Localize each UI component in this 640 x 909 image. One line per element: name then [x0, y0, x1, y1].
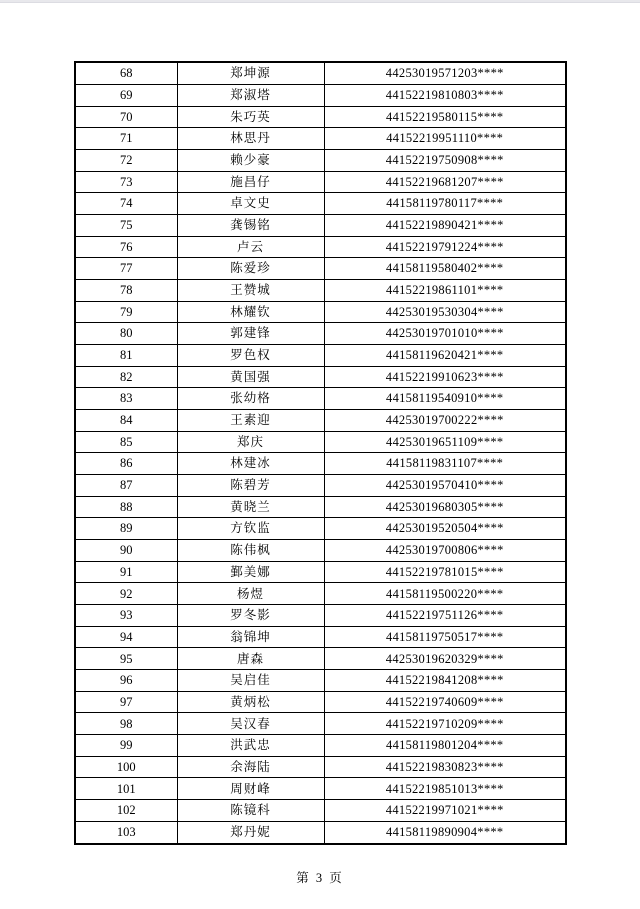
- id-number-cell: 44253019680305****: [324, 496, 566, 518]
- table-row: [75, 323, 566, 345]
- id-number-cell: 44158119890904****: [324, 821, 566, 844]
- table-row: [75, 410, 566, 432]
- id-number-cell: 44158119540910****: [324, 388, 566, 410]
- row-number-cell: 100: [75, 756, 177, 778]
- row-number-cell: 103: [75, 821, 177, 844]
- name-cell: 黄炳松: [177, 691, 324, 713]
- id-number-cell: 44253019571203****: [324, 62, 566, 84]
- table-row: [75, 821, 566, 844]
- name-cell: 陈爱珍: [177, 258, 324, 280]
- name-cell: 龚锡铭: [177, 215, 324, 237]
- row-number-cell: 78: [75, 280, 177, 302]
- id-number-cell: 44152219781015****: [324, 561, 566, 583]
- row-number-cell: 95: [75, 648, 177, 670]
- name-cell: 杨煜: [177, 583, 324, 605]
- table-row: [75, 756, 566, 778]
- table-row: [75, 518, 566, 540]
- name-cell: 翁锦坤: [177, 626, 324, 648]
- row-number-cell: 101: [75, 778, 177, 800]
- table-row: [75, 431, 566, 453]
- name-cell: 朱巧英: [177, 106, 324, 128]
- table-row: [75, 62, 566, 84]
- name-cell: 郑庆: [177, 431, 324, 453]
- table-row: [75, 149, 566, 171]
- name-cell: 卢云: [177, 236, 324, 258]
- id-number-cell: 44152219890421****: [324, 215, 566, 237]
- id-number-cell: 44152219830823****: [324, 756, 566, 778]
- row-number-cell: 79: [75, 301, 177, 323]
- table-row: [75, 691, 566, 713]
- name-cell: 吴启佳: [177, 670, 324, 692]
- name-cell: 余海陆: [177, 756, 324, 778]
- id-number-cell: 44152219681207****: [324, 171, 566, 193]
- id-number-cell: 44152219841208****: [324, 670, 566, 692]
- id-number-cell: 44152219861101****: [324, 280, 566, 302]
- row-number-cell: 85: [75, 431, 177, 453]
- name-cell: 陈镜科: [177, 800, 324, 822]
- row-number-cell: 81: [75, 345, 177, 367]
- table-row: [75, 280, 566, 302]
- row-number-cell: 75: [75, 215, 177, 237]
- table-row: [75, 605, 566, 627]
- name-cell: 郑淑塔: [177, 84, 324, 106]
- row-number-cell: 72: [75, 149, 177, 171]
- row-number-cell: 93: [75, 605, 177, 627]
- row-number-cell: 87: [75, 475, 177, 497]
- name-cell: 陈伟枫: [177, 540, 324, 562]
- row-number-cell: 83: [75, 388, 177, 410]
- row-number-cell: 88: [75, 496, 177, 518]
- table-row: [75, 345, 566, 367]
- page-number-footer: 第 3 页: [296, 871, 344, 885]
- table-row: [75, 128, 566, 150]
- row-number-cell: 82: [75, 366, 177, 388]
- id-number-cell: 44152219750908****: [324, 149, 566, 171]
- table-row: [75, 106, 566, 128]
- id-number-cell: 44158119780117****: [324, 193, 566, 215]
- id-number-cell: 44152219710209****: [324, 713, 566, 735]
- name-cell: 林建冰: [177, 453, 324, 475]
- id-number-cell: 44253019700222****: [324, 410, 566, 432]
- table-row: [75, 84, 566, 106]
- name-cell: 王赞城: [177, 280, 324, 302]
- row-number-cell: 76: [75, 236, 177, 258]
- id-number-cell: 44152219810803****: [324, 84, 566, 106]
- row-number-cell: 89: [75, 518, 177, 540]
- row-number-cell: 96: [75, 670, 177, 692]
- row-number-cell: 94: [75, 626, 177, 648]
- table-row: [75, 670, 566, 692]
- table-row: [75, 236, 566, 258]
- id-number-cell: 44152219910623****: [324, 366, 566, 388]
- id-number-cell: 44152219791224****: [324, 236, 566, 258]
- name-cell: 林耀钦: [177, 301, 324, 323]
- name-cell: 赖少豪: [177, 149, 324, 171]
- name-cell: 王素迎: [177, 410, 324, 432]
- row-number-cell: 68: [75, 62, 177, 84]
- id-number-cell: 44152219751126****: [324, 605, 566, 627]
- row-number-cell: 73: [75, 171, 177, 193]
- name-cell: 郑坤源: [177, 62, 324, 84]
- row-number-cell: 69: [75, 84, 177, 106]
- row-number-cell: 77: [75, 258, 177, 280]
- table-row: [75, 171, 566, 193]
- table-row: [75, 778, 566, 800]
- row-number-cell: 90: [75, 540, 177, 562]
- name-cell: 鄞美娜: [177, 561, 324, 583]
- table-row: [75, 496, 566, 518]
- row-number-cell: 99: [75, 735, 177, 757]
- id-number-cell: 44158119750517****: [324, 626, 566, 648]
- table-row: [75, 626, 566, 648]
- row-number-cell: 86: [75, 453, 177, 475]
- table-row: [75, 540, 566, 562]
- id-number-cell: 44158119831107****: [324, 453, 566, 475]
- id-number-cell: 44253019620329****: [324, 648, 566, 670]
- row-number-cell: 80: [75, 323, 177, 345]
- name-cell: 郭建锋: [177, 323, 324, 345]
- row-number-cell: 74: [75, 193, 177, 215]
- name-cell: 洪武忠: [177, 735, 324, 757]
- name-cell: 陈碧芳: [177, 475, 324, 497]
- table-row: [75, 366, 566, 388]
- id-number-cell: 44253019530304****: [324, 301, 566, 323]
- roster-table-body: [75, 62, 566, 844]
- row-number-cell: 91: [75, 561, 177, 583]
- id-number-cell: 44253019520504****: [324, 518, 566, 540]
- name-cell: 罗冬影: [177, 605, 324, 627]
- id-number-cell: 44152219951110****: [324, 128, 566, 150]
- id-number-cell: 44253019570410****: [324, 475, 566, 497]
- window-top-edge: [0, 0, 640, 3]
- table-row: [75, 475, 566, 497]
- name-cell: 张幼格: [177, 388, 324, 410]
- table-row: [75, 388, 566, 410]
- table-row: [75, 301, 566, 323]
- name-cell: 黄晓兰: [177, 496, 324, 518]
- name-cell: 黄国强: [177, 366, 324, 388]
- id-number-cell: 44158119580402****: [324, 258, 566, 280]
- table-row: [75, 800, 566, 822]
- id-number-cell: 44152219851013****: [324, 778, 566, 800]
- table-row: [75, 583, 566, 605]
- table-row: [75, 735, 566, 757]
- id-number-cell: 44253019701010****: [324, 323, 566, 345]
- name-cell: 郑丹妮: [177, 821, 324, 844]
- name-cell: 林思丹: [177, 128, 324, 150]
- table-row: [75, 561, 566, 583]
- row-number-cell: 97: [75, 691, 177, 713]
- name-cell: 方钦监: [177, 518, 324, 540]
- table-row: [75, 193, 566, 215]
- name-cell: 卓文史: [177, 193, 324, 215]
- table-row: [75, 453, 566, 475]
- name-cell: 唐森: [177, 648, 324, 670]
- row-number-cell: 70: [75, 106, 177, 128]
- row-number-cell: 84: [75, 410, 177, 432]
- id-number-cell: 44152219740609****: [324, 691, 566, 713]
- id-number-cell: 44253019651109****: [324, 431, 566, 453]
- row-number-cell: 98: [75, 713, 177, 735]
- table-row: [75, 648, 566, 670]
- table-row: [75, 215, 566, 237]
- row-number-cell: 92: [75, 583, 177, 605]
- id-number-cell: 44152219580115****: [324, 106, 566, 128]
- id-number-cell: 44152219971021****: [324, 800, 566, 822]
- name-cell: 吴汉春: [177, 713, 324, 735]
- row-number-cell: 102: [75, 800, 177, 822]
- table-row: [75, 713, 566, 735]
- name-cell: 罗色权: [177, 345, 324, 367]
- id-number-cell: 44158119500220****: [324, 583, 566, 605]
- id-number-cell: 44158119801204****: [324, 735, 566, 757]
- name-cell: 周财峰: [177, 778, 324, 800]
- table-row: [75, 258, 566, 280]
- name-cell: 施昌仔: [177, 171, 324, 193]
- id-number-cell: 44253019700806****: [324, 540, 566, 562]
- id-number-cell: 44158119620421****: [324, 345, 566, 367]
- row-number-cell: 71: [75, 128, 177, 150]
- roster-table: [74, 61, 567, 845]
